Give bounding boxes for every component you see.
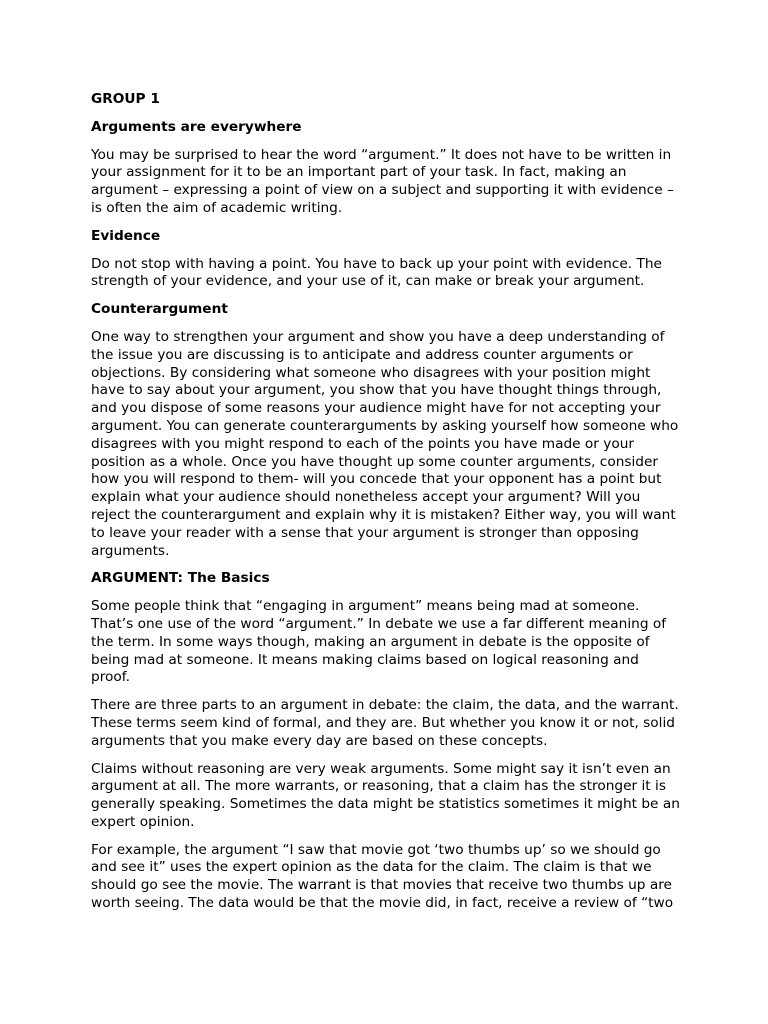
paragraph-counterargument: One way to strengthen your argument and show you have a deep understanding of the issue you are discussing is to anticipate and address counter arguments or objections. By considering what someone who disagrees with your position might have to say about your argument, you show that you have thought things through, and you dispose of some reasons your audience might have for not accepting your argument. You can generate counterarguments by asking yourself how someone who disagrees with you might respond to each of the points you have made or your position as a whole. Once you have thought up some counter arguments, consider how you will respond to them- will you concede that your opponent has a point but explain what your audience should nonetheless accept your argument? Will you reject the counterargument and explain why it is mistaken? Either way, you will want to leave your reader with a sense that your argument is stronger than opposing arguments.: [91, 328, 679, 559]
section-heading-counterargument: Counterargument: [91, 301, 228, 318]
paragraph-arguments-everywhere: You may be surprised to hear the word “argument.” It does not have to be written in your assignment for it to be an important part of your task. In fact, making an argument – expressing a point of view on a subject and supporting it with evidence – is often the aim of academic writing.: [91, 146, 674, 216]
section-heading-evidence: Evidence: [91, 227, 161, 244]
section-heading-argument-basics: ARGUMENT: The Basics: [91, 570, 270, 587]
paragraph-basics-4: For example, the argument “I saw that movie got ‘two thumbs up’ so we should go and see it” uses the expert opinion as the data for the claim. The claim is that we should go see the movie. The warrant is that movies that receive two thumbs up are worth seeing. The data would be that the movie did, in fact, receive a review of “two: [91, 841, 674, 912]
document-page: [91, 91, 681, 923]
paragraph-basics-1: Some people think that “engaging in argument” means being mad at someone. That’s one use of the word “argument.” In debate we use a far different meaning of the term. In some ways though, making an argument in debate is the opposite of being mad at someone. It means making claims based on logical reasoning and proof.: [91, 598, 667, 686]
group-label: GROUP 1: [91, 91, 160, 107]
paragraph-evidence: Do not stop with having a point. You have to back up your point with evidence. The strength of your evidence, and your use of it, can make or break your argument.: [91, 255, 662, 290]
paragraph-basics-2: There are three parts to an argument in debate: the claim, the data, and the warrant. These terms seem kind of formal, and they are. But whether you know it or not, solid arguments that you make every day are based on these concepts.: [91, 697, 679, 749]
section-heading-arguments-everywhere: Arguments are everywhere: [91, 118, 302, 135]
paragraph-basics-3: Claims without reasoning are very weak arguments. Some might say it isn’t even an argument at all. The more warrants, or reasoning, that a claim has the stronger it is generally speaking. Sometimes the data might be statistics sometimes it might be an expert opinion.: [91, 760, 680, 830]
